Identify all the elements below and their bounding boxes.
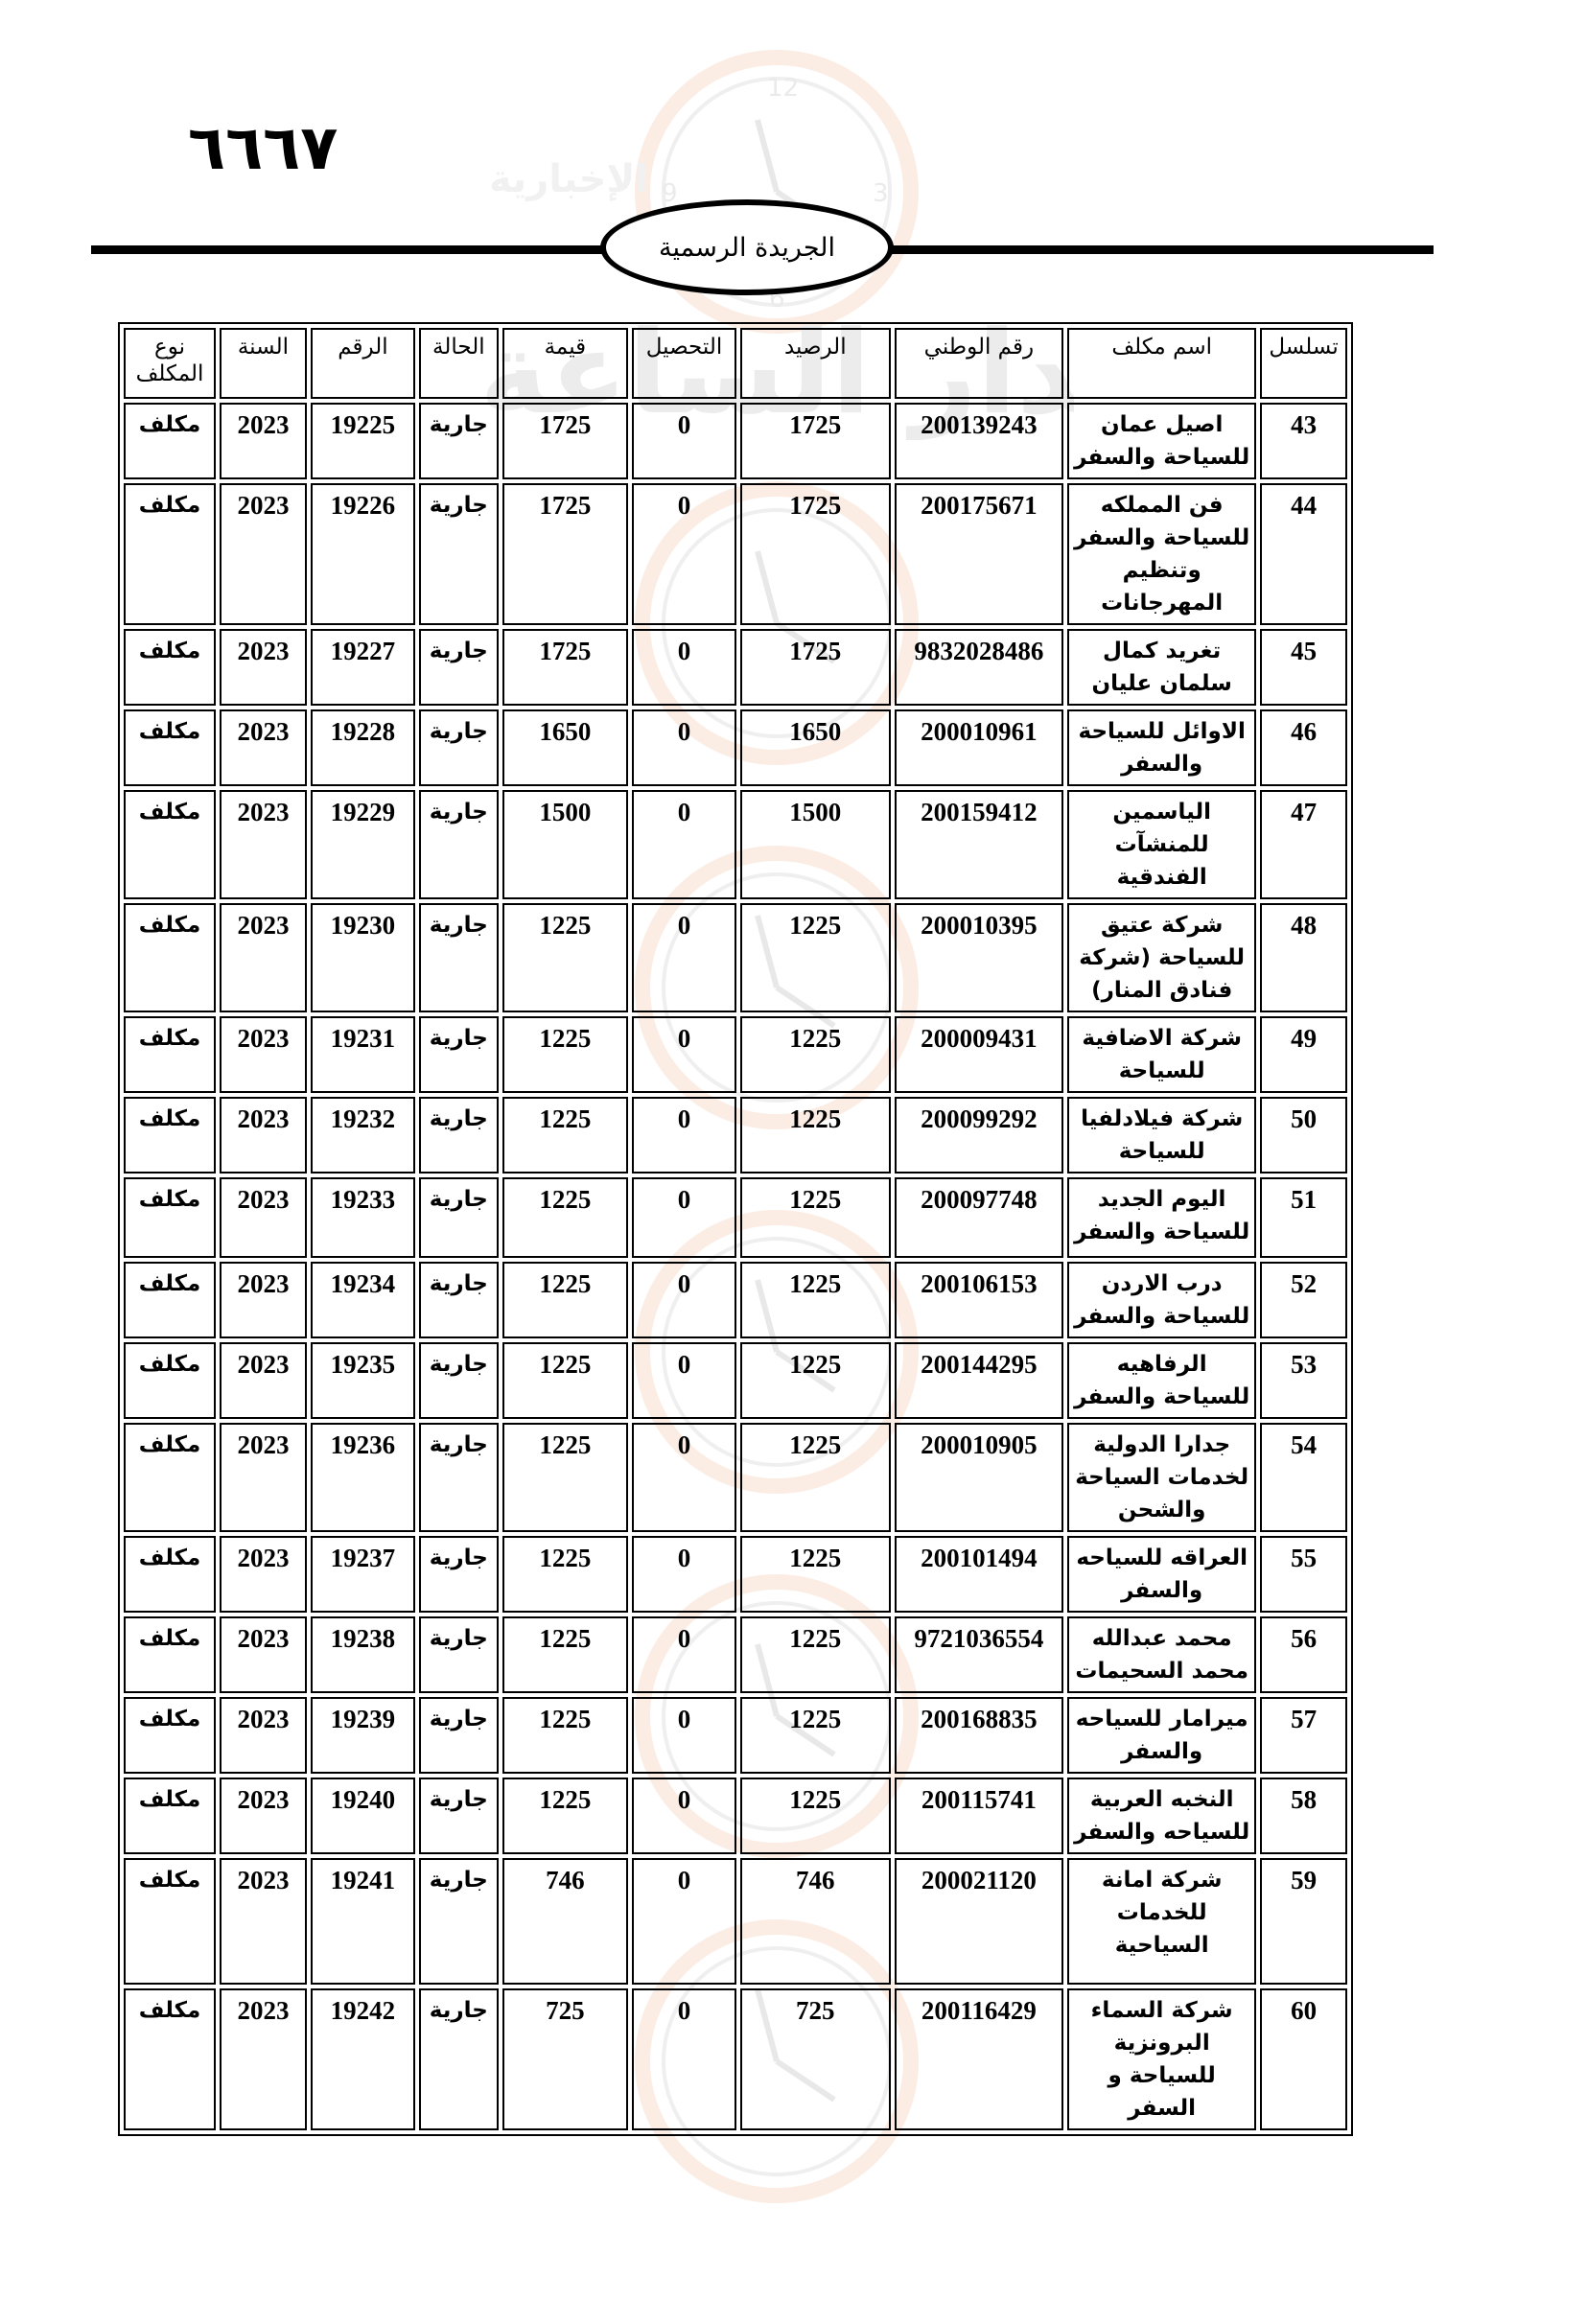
cell-number: 19241 [311, 1858, 415, 1985]
cell-national-id: 200097748 [895, 1177, 1064, 1258]
cell-value: 1225 [502, 1616, 628, 1693]
cell-value: 1225 [502, 1536, 628, 1613]
cell-type: مكلف [124, 1988, 216, 2130]
cell-year: 2023 [220, 790, 307, 899]
header-national-id: رقم الوطني [895, 328, 1064, 399]
cell-collection: 0 [632, 1177, 736, 1258]
cell-name: الاوائل للسياحة والسفر [1067, 709, 1256, 786]
cell-seq: 47 [1260, 790, 1347, 899]
cell-name: جدارا الدولية لخدمات السياحة والشحن [1067, 1423, 1256, 1532]
cell-type: مكلف [124, 1016, 216, 1093]
cell-status: جارية [419, 903, 499, 1012]
cell-balance: 1225 [740, 903, 891, 1012]
cell-collection: 0 [632, 483, 736, 625]
cell-national-id: 200101494 [895, 1536, 1064, 1613]
cell-year: 2023 [220, 1697, 307, 1774]
cell-value: 1225 [502, 1016, 628, 1093]
cell-collection: 0 [632, 1016, 736, 1093]
cell-national-id: 200010961 [895, 709, 1064, 786]
cell-collection: 0 [632, 1536, 736, 1613]
table-row [124, 1697, 1347, 1774]
cell-value: 1725 [502, 629, 628, 706]
cell-balance: 1725 [740, 629, 891, 706]
svg-text:مدار الساعة: دار الساعة [479, 307, 1074, 440]
cell-balance: 1225 [740, 1616, 891, 1693]
cell-year: 2023 [220, 1262, 307, 1338]
cell-name: شركة الاضافية للسياحة [1067, 1016, 1256, 1093]
table-row [124, 1778, 1347, 1854]
cell-name: فن المملكه للسياحة والسفر وتنظيم المهرجانات [1067, 483, 1256, 625]
cell-seq: 46 [1260, 709, 1347, 786]
svg-text:الإخبارية: الإخبارية [489, 157, 648, 201]
cell-collection: 0 [632, 1262, 736, 1338]
cell-value: 1500 [502, 790, 628, 899]
cell-status: جارية [419, 403, 499, 479]
table-row [124, 790, 1347, 899]
cell-value: 1225 [502, 1097, 628, 1174]
taxpayers-table [118, 322, 1353, 2136]
cell-status: جارية [419, 1016, 499, 1093]
header-year: السنة [220, 328, 307, 399]
cell-seq: 51 [1260, 1177, 1347, 1258]
header-collection: التحصيل [632, 328, 736, 399]
cell-name: النخبه العربية للسياحه والسفر [1067, 1778, 1256, 1854]
cell-status: جارية [419, 1858, 499, 1985]
cell-year: 2023 [220, 1177, 307, 1258]
cell-value: 1725 [502, 403, 628, 479]
cell-balance: 1725 [740, 403, 891, 479]
cell-year: 2023 [220, 1858, 307, 1985]
table-row [124, 1097, 1347, 1174]
cell-collection: 0 [632, 790, 736, 899]
cell-year: 2023 [220, 1616, 307, 1693]
masthead-title: الجريدة الرسمية [600, 199, 894, 295]
cell-year: 2023 [220, 1016, 307, 1093]
cell-balance: 1725 [740, 483, 891, 625]
svg-text:12: 12 [767, 74, 800, 103]
cell-value: 1225 [502, 1778, 628, 1854]
cell-name: درب الاردن للسياحة والسفر [1067, 1262, 1256, 1338]
cell-national-id: 200099292 [895, 1097, 1064, 1174]
cell-seq: 50 [1260, 1097, 1347, 1174]
cell-balance: 1225 [740, 1342, 891, 1419]
cell-collection: 0 [632, 1423, 736, 1532]
cell-name: الرفاهيه للسياحة والسفر [1067, 1342, 1256, 1419]
cell-value: 1225 [502, 1342, 628, 1419]
table-row [124, 1177, 1347, 1258]
table-row [124, 629, 1347, 706]
cell-balance: 1500 [740, 790, 891, 899]
cell-number: 19231 [311, 1016, 415, 1093]
cell-national-id: 200159412 [895, 790, 1064, 899]
cell-status: جارية [419, 1342, 499, 1419]
cell-status: جارية [419, 1262, 499, 1338]
cell-number: 19234 [311, 1262, 415, 1338]
cell-number: 19228 [311, 709, 415, 786]
cell-balance: 1225 [740, 1423, 891, 1532]
cell-type: مكلف [124, 1097, 216, 1174]
cell-value: 1725 [502, 483, 628, 625]
cell-name: الياسمين للمنشآت الفندقية [1067, 790, 1256, 899]
cell-value: 1650 [502, 709, 628, 786]
cell-status: جارية [419, 1536, 499, 1613]
cell-type: مكلف [124, 1423, 216, 1532]
cell-status: جارية [419, 1097, 499, 1174]
cell-collection: 0 [632, 1697, 736, 1774]
cell-year: 2023 [220, 1423, 307, 1532]
cell-year: 2023 [220, 903, 307, 1012]
cell-year: 2023 [220, 629, 307, 706]
cell-number: 19238 [311, 1616, 415, 1693]
cell-seq: 52 [1260, 1262, 1347, 1338]
cell-status: جارية [419, 1778, 499, 1854]
cell-seq: 60 [1260, 1988, 1347, 2130]
cell-national-id: 200010905 [895, 1423, 1064, 1532]
cell-status: جارية [419, 483, 499, 625]
cell-balance: 746 [740, 1858, 891, 1985]
cell-name: محمد عبدالله محمد السحيمات [1067, 1616, 1256, 1693]
table-header-row [124, 328, 1347, 399]
cell-national-id: 200175671 [895, 483, 1064, 625]
table-row [124, 1536, 1347, 1613]
cell-number: 19242 [311, 1988, 415, 2130]
cell-seq: 57 [1260, 1697, 1347, 1774]
cell-name: العراقه للسياحه والسفر [1067, 1536, 1256, 1613]
cell-year: 2023 [220, 403, 307, 479]
cell-type: مكلف [124, 1177, 216, 1258]
cell-national-id: 200009431 [895, 1016, 1064, 1093]
cell-status: جارية [419, 629, 499, 706]
cell-collection: 0 [632, 629, 736, 706]
cell-value: 1225 [502, 903, 628, 1012]
cell-value: 1225 [502, 1262, 628, 1338]
svg-text:9: 9 [662, 179, 678, 208]
cell-name: شركة السماء البرونزية للسياحة و السفر [1067, 1988, 1256, 2130]
cell-year: 2023 [220, 1778, 307, 1854]
cell-balance: 1225 [740, 1262, 891, 1338]
cell-name: شركة فيلادلفيا للسياحة [1067, 1097, 1256, 1174]
cell-collection: 0 [632, 1097, 736, 1174]
cell-balance: 1650 [740, 709, 891, 786]
cell-status: جارية [419, 1616, 499, 1693]
cell-national-id: 200116429 [895, 1988, 1064, 2130]
cell-value: 746 [502, 1858, 628, 1985]
table-row [124, 1616, 1347, 1693]
table-row [124, 1262, 1347, 1338]
header-number: الرقم [311, 328, 415, 399]
cell-status: جارية [419, 1423, 499, 1532]
cell-national-id: 9832028486 [895, 629, 1064, 706]
cell-type: مكلف [124, 483, 216, 625]
cell-year: 2023 [220, 1342, 307, 1419]
cell-value: 1225 [502, 1697, 628, 1774]
cell-type: مكلف [124, 1778, 216, 1854]
svg-text:6: 6 [769, 285, 785, 314]
cell-year: 2023 [220, 1988, 307, 2130]
cell-name: اصيل عمان للسياحة والسفر [1067, 403, 1256, 479]
page-number: ٦٦٦٧ [188, 113, 338, 184]
cell-collection: 0 [632, 1988, 736, 2130]
cell-number: 19239 [311, 1697, 415, 1774]
cell-type: مكلف [124, 1342, 216, 1419]
cell-seq: 55 [1260, 1536, 1347, 1613]
cell-type: مكلف [124, 403, 216, 479]
table-row [124, 1988, 1347, 2130]
cell-collection: 0 [632, 1342, 736, 1419]
cell-balance: 1225 [740, 1778, 891, 1854]
cell-seq: 58 [1260, 1778, 1347, 1854]
table-row [124, 1858, 1347, 1985]
cell-type: مكلف [124, 1536, 216, 1613]
cell-seq: 59 [1260, 1858, 1347, 1985]
cell-number: 19226 [311, 483, 415, 625]
cell-number: 19235 [311, 1342, 415, 1419]
cell-seq: 56 [1260, 1616, 1347, 1693]
table-row [124, 1016, 1347, 1093]
taxpayers-table-container [118, 322, 1353, 2136]
table-row [124, 709, 1347, 786]
cell-seq: 49 [1260, 1016, 1347, 1093]
cell-type: مكلف [124, 903, 216, 1012]
cell-seq: 43 [1260, 403, 1347, 479]
cell-national-id: 9721036554 [895, 1616, 1064, 1693]
cell-balance: 1225 [740, 1697, 891, 1774]
cell-status: جارية [419, 1988, 499, 2130]
cell-seq: 45 [1260, 629, 1347, 706]
table-row [124, 403, 1347, 479]
cell-type: مكلف [124, 790, 216, 899]
table-row [124, 1342, 1347, 1419]
cell-type: مكلف [124, 1697, 216, 1774]
cell-balance: 1225 [740, 1177, 891, 1258]
cell-year: 2023 [220, 709, 307, 786]
cell-name: اليوم الجديد للسياحة والسفر [1067, 1177, 1256, 1258]
cell-number: 19225 [311, 403, 415, 479]
cell-seq: 44 [1260, 483, 1347, 625]
table-row [124, 903, 1347, 1012]
table-body [124, 403, 1347, 2130]
cell-number: 19227 [311, 629, 415, 706]
cell-collection: 0 [632, 1616, 736, 1693]
cell-year: 2023 [220, 483, 307, 625]
cell-name: شركة امانة للخدمات السياحية [1067, 1858, 1256, 1985]
table-row [124, 1423, 1347, 1532]
cell-name: شركة عتيق للسياحة (شركة فنادق المنار) [1067, 903, 1256, 1012]
cell-collection: 0 [632, 709, 736, 786]
cell-value: 1225 [502, 1177, 628, 1258]
cell-balance: 1225 [740, 1536, 891, 1613]
cell-type: مكلف [124, 1262, 216, 1338]
cell-national-id: 200010395 [895, 903, 1064, 1012]
cell-value: 725 [502, 1988, 628, 2130]
cell-number: 19230 [311, 903, 415, 1012]
cell-national-id: 200021120 [895, 1858, 1064, 1985]
cell-name: ميرامار للسياحه والسفر [1067, 1697, 1256, 1774]
cell-national-id: 200144295 [895, 1342, 1064, 1419]
cell-number: 19233 [311, 1177, 415, 1258]
cell-number: 19236 [311, 1423, 415, 1532]
cell-type: مكلف [124, 629, 216, 706]
cell-collection: 0 [632, 403, 736, 479]
cell-seq: 48 [1260, 903, 1347, 1012]
header-balance: الرصيد [740, 328, 891, 399]
header-seq: تسلسل [1260, 328, 1347, 399]
header-type: نوع المكلف [124, 328, 216, 399]
cell-number: 19229 [311, 790, 415, 899]
cell-collection: 0 [632, 1778, 736, 1854]
cell-value: 1225 [502, 1423, 628, 1532]
cell-year: 2023 [220, 1536, 307, 1613]
cell-balance: 725 [740, 1988, 891, 2130]
cell-status: جارية [419, 1177, 499, 1258]
cell-status: جارية [419, 790, 499, 899]
cell-national-id: 200168835 [895, 1697, 1064, 1774]
cell-type: مكلف [124, 1616, 216, 1693]
header-status: الحالة [419, 328, 499, 399]
cell-number: 19237 [311, 1536, 415, 1613]
cell-national-id: 200106153 [895, 1262, 1064, 1338]
cell-balance: 1225 [740, 1016, 891, 1093]
cell-year: 2023 [220, 1097, 307, 1174]
cell-type: مكلف [124, 709, 216, 786]
cell-name: تغريد كمال سلمان عليان [1067, 629, 1256, 706]
table-row [124, 483, 1347, 625]
cell-balance: 1225 [740, 1097, 891, 1174]
cell-collection: 0 [632, 1858, 736, 1985]
cell-type: مكلف [124, 1858, 216, 1985]
svg-text:3: 3 [873, 179, 889, 208]
cell-seq: 53 [1260, 1342, 1347, 1419]
header-name: اسم مكلف [1067, 328, 1256, 399]
cell-number: 19240 [311, 1778, 415, 1854]
cell-number: 19232 [311, 1097, 415, 1174]
cell-status: جارية [419, 1697, 499, 1774]
cell-national-id: 200115741 [895, 1778, 1064, 1854]
header-value: قيمة [502, 328, 628, 399]
cell-national-id: 200139243 [895, 403, 1064, 479]
cell-status: جارية [419, 709, 499, 786]
cell-seq: 54 [1260, 1423, 1347, 1532]
cell-collection: 0 [632, 903, 736, 1012]
